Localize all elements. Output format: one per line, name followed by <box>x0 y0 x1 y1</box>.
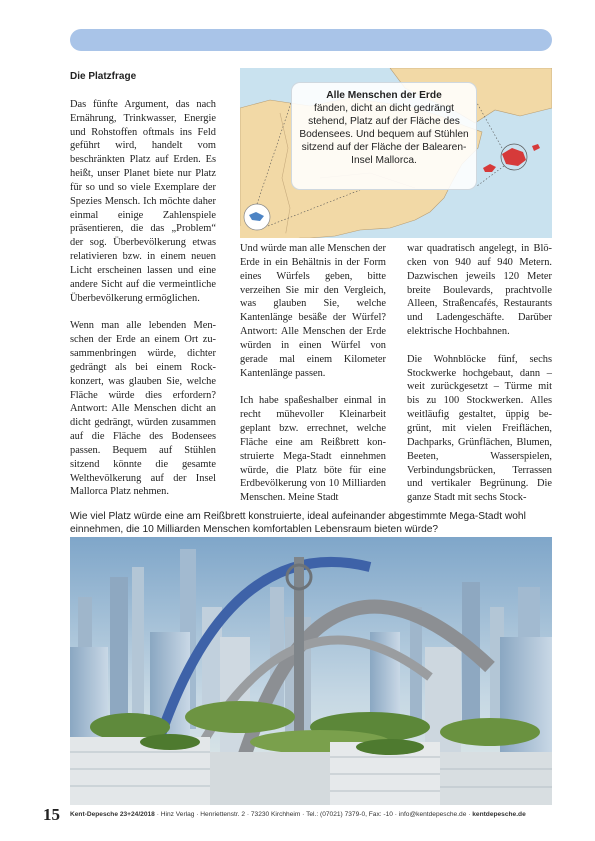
paragraph: war quadratisch angelegt, in Blöcken von 940 auf 940 Metern. Dazwischen jeweils 120 Meter breite Boulevards, prachtvolle Alleen, Straßencafés, Restaurants und Ladengeschäfte. Darüber elektrische Hochbahnen. <box>407 243 552 338</box>
footer <box>70 811 552 818</box>
header-bar <box>70 29 552 51</box>
footer-details: · Hinz Verlag · Henriettenstr. 2 · 73230 Kirchheim · Tel.: (07021) 7379-0, Fax: -10 · info@kentdepesche.de · <box>154 811 473 818</box>
article-column-3 <box>407 242 552 519</box>
map-callout-title: Alle Menschen der Erde <box>326 90 442 101</box>
paragraph: Die Wohnblöcke fünf, sechs Stockwerke hochgebaut, dann – weit zurückgesetzt – Türme mit bis zu 100 Stockwerken. Alles weitläufig gestaltet, üppig begrünt, mit vielen Freiflächen, Dachparks, Grünflächen, Blumen, Beeten, Wasserspielen, Verbindungsbrücken, Terrassen und vertikaler Begrünung. Die ganze Stadt mit sechs Stock- <box>407 353 552 504</box>
article-column-1 <box>70 70 216 513</box>
article-heading: Die Platzfrage <box>70 71 137 82</box>
article-column-2 <box>240 242 386 519</box>
page-number: 15 <box>43 805 60 824</box>
map-callout-box <box>291 82 477 190</box>
image-caption: Wie viel Platz würde eine am Reißbrett konstruierte, ideal aufeinander abgestimmte Mega-Stadt wohl einnehmen, die 10 Milliarden Menschen komfortablen Lebensraum bieten würde? <box>70 511 526 535</box>
paragraph: Das fünfte Argument, das nach Ernährung, Trinkwasser, Energie und Rohstoffen oftmals ins Feld geführt wird, handelt vom beschränkten Platz auf Erden. Es heißt, unser Planet biete nur Platz für so und so viele Exemplare der Spezies Mensch. Ich möchte daher einmal einige Zahlenspiele präsentieren, die das „Problem“ der sog. Überbevölkerung etwas relativieren bzw. in einem neuen Licht erscheinen lassen und eine andere Sicht auf die vermeintliche Überbevölkerung ermöglichen. <box>70 98 216 304</box>
footer-website[interactable]: kentdepesche.de <box>472 811 526 818</box>
paragraph: Wenn man alle lebenden Menschen der Erde an einem Ort zusammenbringen würde, dichter gedrängt als bei einem Rockkonzert, was glauben Sie, welche Fläche würde dies erfordern? Antwort: Alle Menschen dicht an dicht gedrängt, würden zusammen auf die Fläche des Bodensees passen. Bequem auf Stühlen sitzend könnte die gesamte Welthevölkerung auf der Insel Mallorca Platz nehmen. <box>70 320 216 498</box>
mega-city-illustration <box>70 537 552 805</box>
paragraph: Ich habe spaßeshalber einmal in recht mühevoller Kleinarbeit geplant bzw. errechnet, welche Fläche eine am Reißbrett konstruierte Mega-Stadt einnehmen würde, die Platz böte für eine Erdbevölkerung von 10 Milliarden Menschen. Meine Stadt <box>240 395 386 504</box>
footer-publication: Kent-Depesche 23+24/2018 <box>70 811 155 818</box>
paragraph: Und würde man alle Menschen der Erde in ein Behältnis in der Form eines Würfels geben, bitte verzeihen Sie mir den Vergleich, was glauben Sie, welche Kantenlänge besäße der Würfel? Antwort: Alle Menschen der Erde würden in einen Würfel von gerade mal einem Kilometer Kantenlänge passen. <box>240 243 386 379</box>
spain-map-illustration <box>240 68 552 238</box>
map-callout-text: fänden, dicht an dicht gedrängt stehend, Platz auf der Fläche des Bodensees. Und bequem auf Stühlen sitzend auf der Fläche der Balearen-Insel Mallorca. <box>299 103 469 166</box>
city-graphic <box>70 537 552 805</box>
